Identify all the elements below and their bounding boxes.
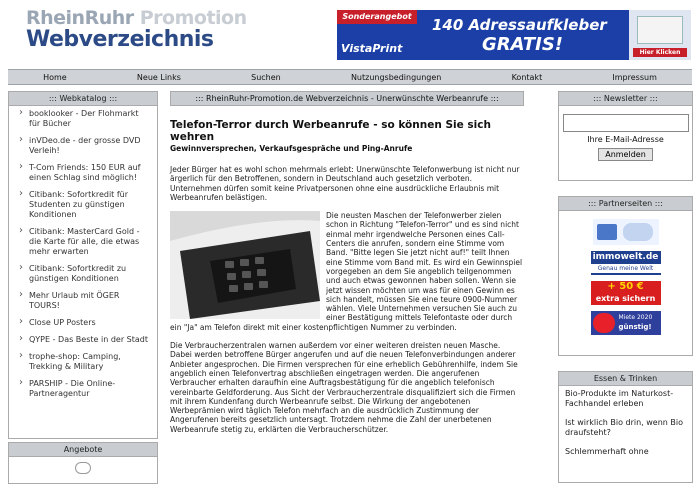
nav-new-links[interactable]: Neue Links [136,72,181,82]
ad-banner[interactable] [337,10,691,60]
ad-brand: VistaPrint [341,42,403,55]
nav-terms[interactable]: Nutzungsbedingungen [350,72,442,82]
partner-banner-computer[interactable] [593,219,659,245]
partner-title: ::: Partnerseiten ::: [559,197,692,211]
computer-icon [597,224,617,240]
catalog-link[interactable]: › Citibank: Sofortkredit für Studenten zu günstigen Konditionen [9,187,157,224]
ad-cta-button[interactable]: Hier Klicken [633,48,687,57]
extra-amount: + 50 € [607,281,644,292]
ad-side-panel [629,10,691,60]
miete-text2: günstig! [618,323,652,331]
site-logo[interactable] [26,8,247,52]
catalog-link[interactable]: › trophe-shop: Camping, Trekking & Military [9,349,157,376]
partner-banner-extra[interactable] [591,281,661,305]
immowelt-logo: immowelt.de [592,252,659,262]
hand-icon [623,223,653,241]
extra-text: extra sichern [595,294,656,303]
article-paragraph-1: Jeder Bürger hat es wohl schon mehrmals erlebt: Unerwünschte Telefonwerbung ist nicht nur ärgerlich für den Betroffenen, sondern in Deutschland auch gesetzlich verboten. Unternehmen dürfen somit keine Privatpersonen ohne eine ausdrückliche Erlaubnis mit Werbeanrufen belästigen. [170,165,520,202]
telephone-image [170,211,320,319]
newsletter-email-label: Ihre E-Mail-Adresse [587,135,664,144]
logo-line1-promo: Promotion [133,7,247,29]
main-nav [8,69,692,85]
food-link[interactable]: Ist wirklich Bio drin, wenn Bio draufsteht? [565,418,683,437]
article-subtitle: Gewinnversprechen, Verkaufsgespräche und Ping-Anrufe [170,144,413,153]
ad-headline2: GRATIS! [482,34,563,55]
nav-contact[interactable]: Kontakt [511,72,543,82]
ad-product-image [637,16,683,44]
article-title: Telefon-Terror durch Werbeanrufe - so können Sie sich wehren [170,119,491,143]
newsletter-title: ::: Newsletter ::: [559,92,692,106]
nav-home[interactable]: Home [43,72,67,82]
ad-tag: Sonderangebot [337,10,417,24]
catalog-link[interactable]: › T-Com Friends: 150 EUR auf einen Schlag sind möglich! [9,160,157,187]
offers-title: Angebote [9,443,157,457]
food-link[interactable]: Schlemmerhaft ohne [565,447,649,456]
miete-text1: Miete 2020 [618,314,653,321]
offers-box [8,442,158,484]
article-paragraph-2: Die neusten Maschen der Telefonwerber zielen schon in Richtung "Telefon-Terror" und es sind nicht einmal mehr irgendwelche Personen eines Call-Centers die anrufen, sondern eine Stimme vom Band. "Bitte legen Sie jetzt nicht auf!" teilt Ihnen eine Stimme vom Band mit. Es wird ein Gewinnspiel vorgegeben an dem Sie angeblich teilgenommen und auch etwas gewonnen haben sollen. Wenn sie jetzt wissen möchten um was für einen Gewinn es sich handelt, müssen Sie eine teure 0900-Nummer wählen. Viele Unternehmen versuchen Sie auch zu einer Bestätigung mittels Telefontaste oder durch ein "Ja" am Telefon direkt mit einer kostenpflichtigen Nummer zu verbinden. [170,211,523,332]
catalog-link[interactable]: › booklooker - Der Flohmarkt für Bücher [9,106,157,133]
catalog-link[interactable]: › Citibank: Sofortkredit zu günstigen Konditionen [9,261,157,288]
main-content [166,91,524,443]
partner-box [558,196,693,356]
logo-line2: Webverzeichnis [26,27,214,52]
food-link[interactable]: Bio-Produkte im Naturkost-Fachhandel erleben [565,389,674,408]
catalog-link[interactable]: › Close UP Posters [9,315,157,332]
subscribe-button[interactable]: Anmelden [598,148,653,161]
catalog-link[interactable]: › PARSHIP - Die Online-Partneragentur [9,376,157,403]
telephone-illustration [170,211,320,319]
food-box [558,371,693,483]
immowelt-slogan: Genau meine Welt [591,264,661,273]
content-header-bar: ::: RheinRuhr-Promotion.de Webverzeichnis - Unerwünschte Werbeanrufe ::: [170,91,524,106]
article-paragraph-3: Die Verbraucherzentralen warnen außerdem vor einer weiteren dreisten neuen Masche. Dabei werden betroffene Bürger angerufen und auf die neuen Telefonverbindungen anderer Anbieter angesprochen. Die Firmen versprechen für eine erheblich Gebührenhilfe, indem Sie angeblich einen Telefonvertrag abschließen eingetragen werden. Die angerufenen Verbraucher erhalten daraufhin eine Auftragsbestätigung für die angeblich telefonisch vereinbarte Geldforderung. Aus Sicht der Verbraucherzentrale disqualifiziert sich die Firmen mit ihrem Kundenfang durch Werbeanrufe selbst. Die Wirkung der angebotenen Werbeprämien wird täglich Telefon mehrfach an die ausdrücklich Zustimmung der Angerufenen bereits gesetzlich untersagt. Trotzdem nehme die Zahl der unerbetenen Werbeanrufe stetig zu, erklärten die Verbraucherschützer. [170,341,518,434]
nav-imprint[interactable]: Impressum [612,72,657,82]
partner-banner-immowelt[interactable] [591,251,661,275]
catalog-link[interactable]: › Citibank: MasterCard Gold - die Karte für alle, die etwas mehr erwarten [9,224,157,261]
newsletter-email-input[interactable] [563,114,689,132]
badge-icon [593,313,615,333]
partner-banner-miete[interactable] [591,311,661,335]
catalog-link[interactable]: › Mehr Urlaub mit ÖGER TOURS! [9,288,157,315]
logo-line1: RheinRuhr [26,7,134,29]
offer-image [75,462,91,474]
catalog-link[interactable]: › QYPE - Das Beste in der Stadt [9,332,157,349]
webkatalog-title: ::: Webkatalog ::: [9,92,157,106]
ad-headline1: 140 Adressaufkleber [432,16,607,34]
food-title: Essen & Trinken [559,372,692,386]
nav-search[interactable]: Suchen [251,72,281,82]
newsletter-box [558,91,693,181]
webkatalog-box [8,91,158,439]
catalog-link[interactable]: › inVDeo.de - der grosse DVD Verleih! [9,133,157,160]
